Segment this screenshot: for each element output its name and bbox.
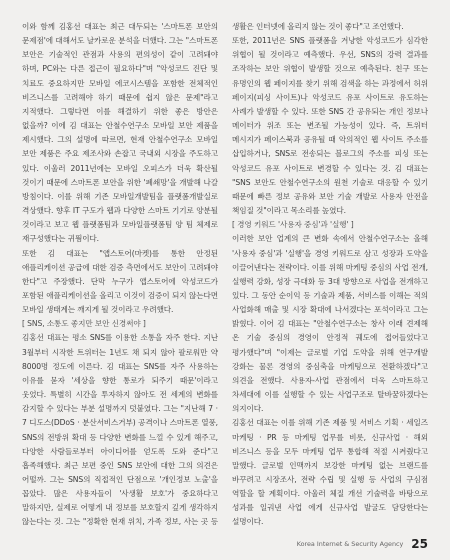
page-number: 25 — [411, 537, 428, 551]
body-paragraph: 생활은 인터넷에 올리지 않는 것이 좋다"고 조언했다. — [232, 22, 404, 31]
body-paragraph: 김홍선 대표는 이를 위해 기존 제품 및 서비스 기획 · 세일즈 마케팅 · PR 등 마케팅 업무를 비롯, 신규사업 · 해외 비즈니스 등을 모두 마케팅 업무 통합해 적절 시켜줬다고 말했다. 글로벌 인맥까지 보강한 마케팅 없는 브랜드를 바꾸려고 시장조사, 전략 수립 및 실행 등 사업의 구심점 역할을 할 계획이다. 아울러 체질 개선 기술력을 바탕으로 성과를 일궈낸 사업 에게 신규사업 발굴도 담당한다는 설명이다. — [232, 418, 428, 527]
page-footer — [0, 537, 450, 551]
section-heading: [ 경영 키워드 '사용자 중심'과 '실행' ] — [232, 220, 354, 230]
body-paragraph: 또한 김 대표는 "앱스토어(마켓)를 통한 안정된 애플리케이션 공급에 대한 검증 측면에서도 보안이 고려돼야 한다"고 주장했다. 단막 누구가 앱스토어에 악성코드가 포함된 애플리케이션을 올리고 이것이 검증이 되지 않는다면 모바일 생태계는 깨지게 될 것이라고 우려했다. — [22, 248, 218, 315]
body-paragraph: 이러한 보안 업계의 큰 변화 속에서 안철수연구소는 올해 '사용자 중심'과 '실행'을 경영 키워드로 삼고 성장과 도약을 이끌어낸다는 전략이다. 이를 위해 마케팅 중심의 사업 전개, 실행력 강화, 성장 극대화 등 3대 방향으로 사업을 전개하고 있다. 그 동안 순이익 등 기술과 제품, 서비스를 이해는 적의 사업화해 매출 및 시장 확대에 나서겠다는 포석이라고 그는 밝혔다. 이어 김 대표는 "안철수연구소는 창사 이래 견제해 온 기술 중심의 경영이 안정적 궤도에 접어들었다고 평가했다"며 "이제는 글로벌 기업 도약을 위해 연구개발 강화는 물론 경영의 중심축을 마케팅으로 전환하겠다"고 의견을 전했다. 사용자-사업 관점에서 더욱 스마트하고 차세대에 이를 실행할 수 있는 사업구조로 탈바꿈하겠다는 의지이다. — [232, 234, 428, 414]
body-paragraph: 또한, 2011년은 SNS 플랫폼을 겨냥한 악성코드가 심각한 위협이 될 것이라고 예측했다. 우선, SNS의 강력 결과를 조작하는 보안 위협이 발생할 것으로 예측된다. 친구 또는 유명인의 웹 페이지를 찾기 위해 검색을 하는 과정에서 허위 페이지(피싱 사이트)나 악성코드 유포 사이트로 유도하는 사례가 발생할 수 있다. 또한 SNS 간 공유되는 개인 정보나 메이터가 위조 또는 변조될 가능성이 있다. 즉, 트위터 메시지가 페이스북과 공유될 때 악의적인 웹 사이트 주소를 삽입하거나, SNS로 전송되는 블로그의 주소를 피싱 또는 악성코드 유포 사이트로 변경할 수 있다는 것. 김 대표는 "SNS 보안도 안철수연구소의 원천 기술로 대응할 수 있기 때문에 빠른 정보 공유와 보안 기술 개발로 사용자 안전을 책임질 것"이라고 목소리를 높였다. — [232, 36, 428, 216]
section-heading: [ SNS, 소통도 좋지만 보안 신경써야 ] — [22, 319, 146, 329]
right-column — [232, 20, 428, 530]
left-column — [22, 20, 218, 530]
publication-name: Korea Internet & Security Agency — [296, 540, 404, 548]
body-paragraph: 김홍선 대표는 평소 SNS를 이용한 소통을 자주 한다. 지난 3월부터 시작한 트위터는 1년도 채 되지 않아 팔로워만 약 8000명 정도에 이른다. 김 대표는 SNS를 자주 사용하는 이유를 묻자 '세상을 향한 통로가 되주기 때문'이라고 웃었다. 특별히 시간을 투자하지 않아도 전 세계의 변화를 감지할 수 있다는 부분 설명까지 덧붙였다. 그는 "지난해 7 · 7 디도스(DDoS · 분산서비스거부) 공격이나 스마트폰 열풍, SNS의 전방위 확대 등 다양한 변화를 느낄 수 있게 해주고, 다양한 사람들로부터 아이디어를 얻도록 도와 준다"고 흡족해했다. 최근 보편 중인 SNS 보안에 대한 그의 의견은 어떨까. 그는 SNS의 직접적인 단점으로 '개인정보 노출'을 꼽았다. 많은 사용자들이 '사생활 보호'가 중요하다고 말하지만, 실제로 어떻게 내 정보를 보호할지 깊게 생각하지 않는다는 것. 그는 "정확한 현재 위치, 가족 정보, 사는 곳 등 — [22, 333, 218, 527]
body-paragraph: 이와 함께 김홍선 대표는 최근 대두되는 '스마트폰 보안의 문제점'에 대해서도 날카로운 분석을 더했다. 그는 "스마트폰 보안은 기술적인 관점과 사용의 편의성이 같이 고려돼야 하며, PC와는 다른 접근이 필요하다"며 "악성코드 진단 및 치료도 중요하지만 모바일 에코시스템을 포함한 전체적인 비즈니스를 고려해야 하기 때문에 쉽지 않은 문제"라고 지적했다. 그렇다면 이를 해결하기 위한 좋은 방안은 없을까? 이에 김 대표는 안철수연구소 모바일 보안 제품을 제시했다. 그의 설명에 따르면, 현재 안철수연구소 모바일 보안 제품은 주요 제조사와 손잡고 국내외 시장을 주도하고 있다. 이울러 2011년에는 모바일 오피스가 더욱 확산될 것이기 때문에 스마트폰 보안을 위한 '폐쇄망'을 개발해 나갈 방침이다. 이를 위해 기존 모바일개발팀을 플랫폼개발실로 격상했다. 향후 IT 구도가 웹과 다양한 스마트 기기로 양분될 것이라고 보고 웹 플랫폼팀과 모바일플랫폼팀 양 팀 체제로 재구성했다는 귀띔이다. — [22, 22, 218, 244]
